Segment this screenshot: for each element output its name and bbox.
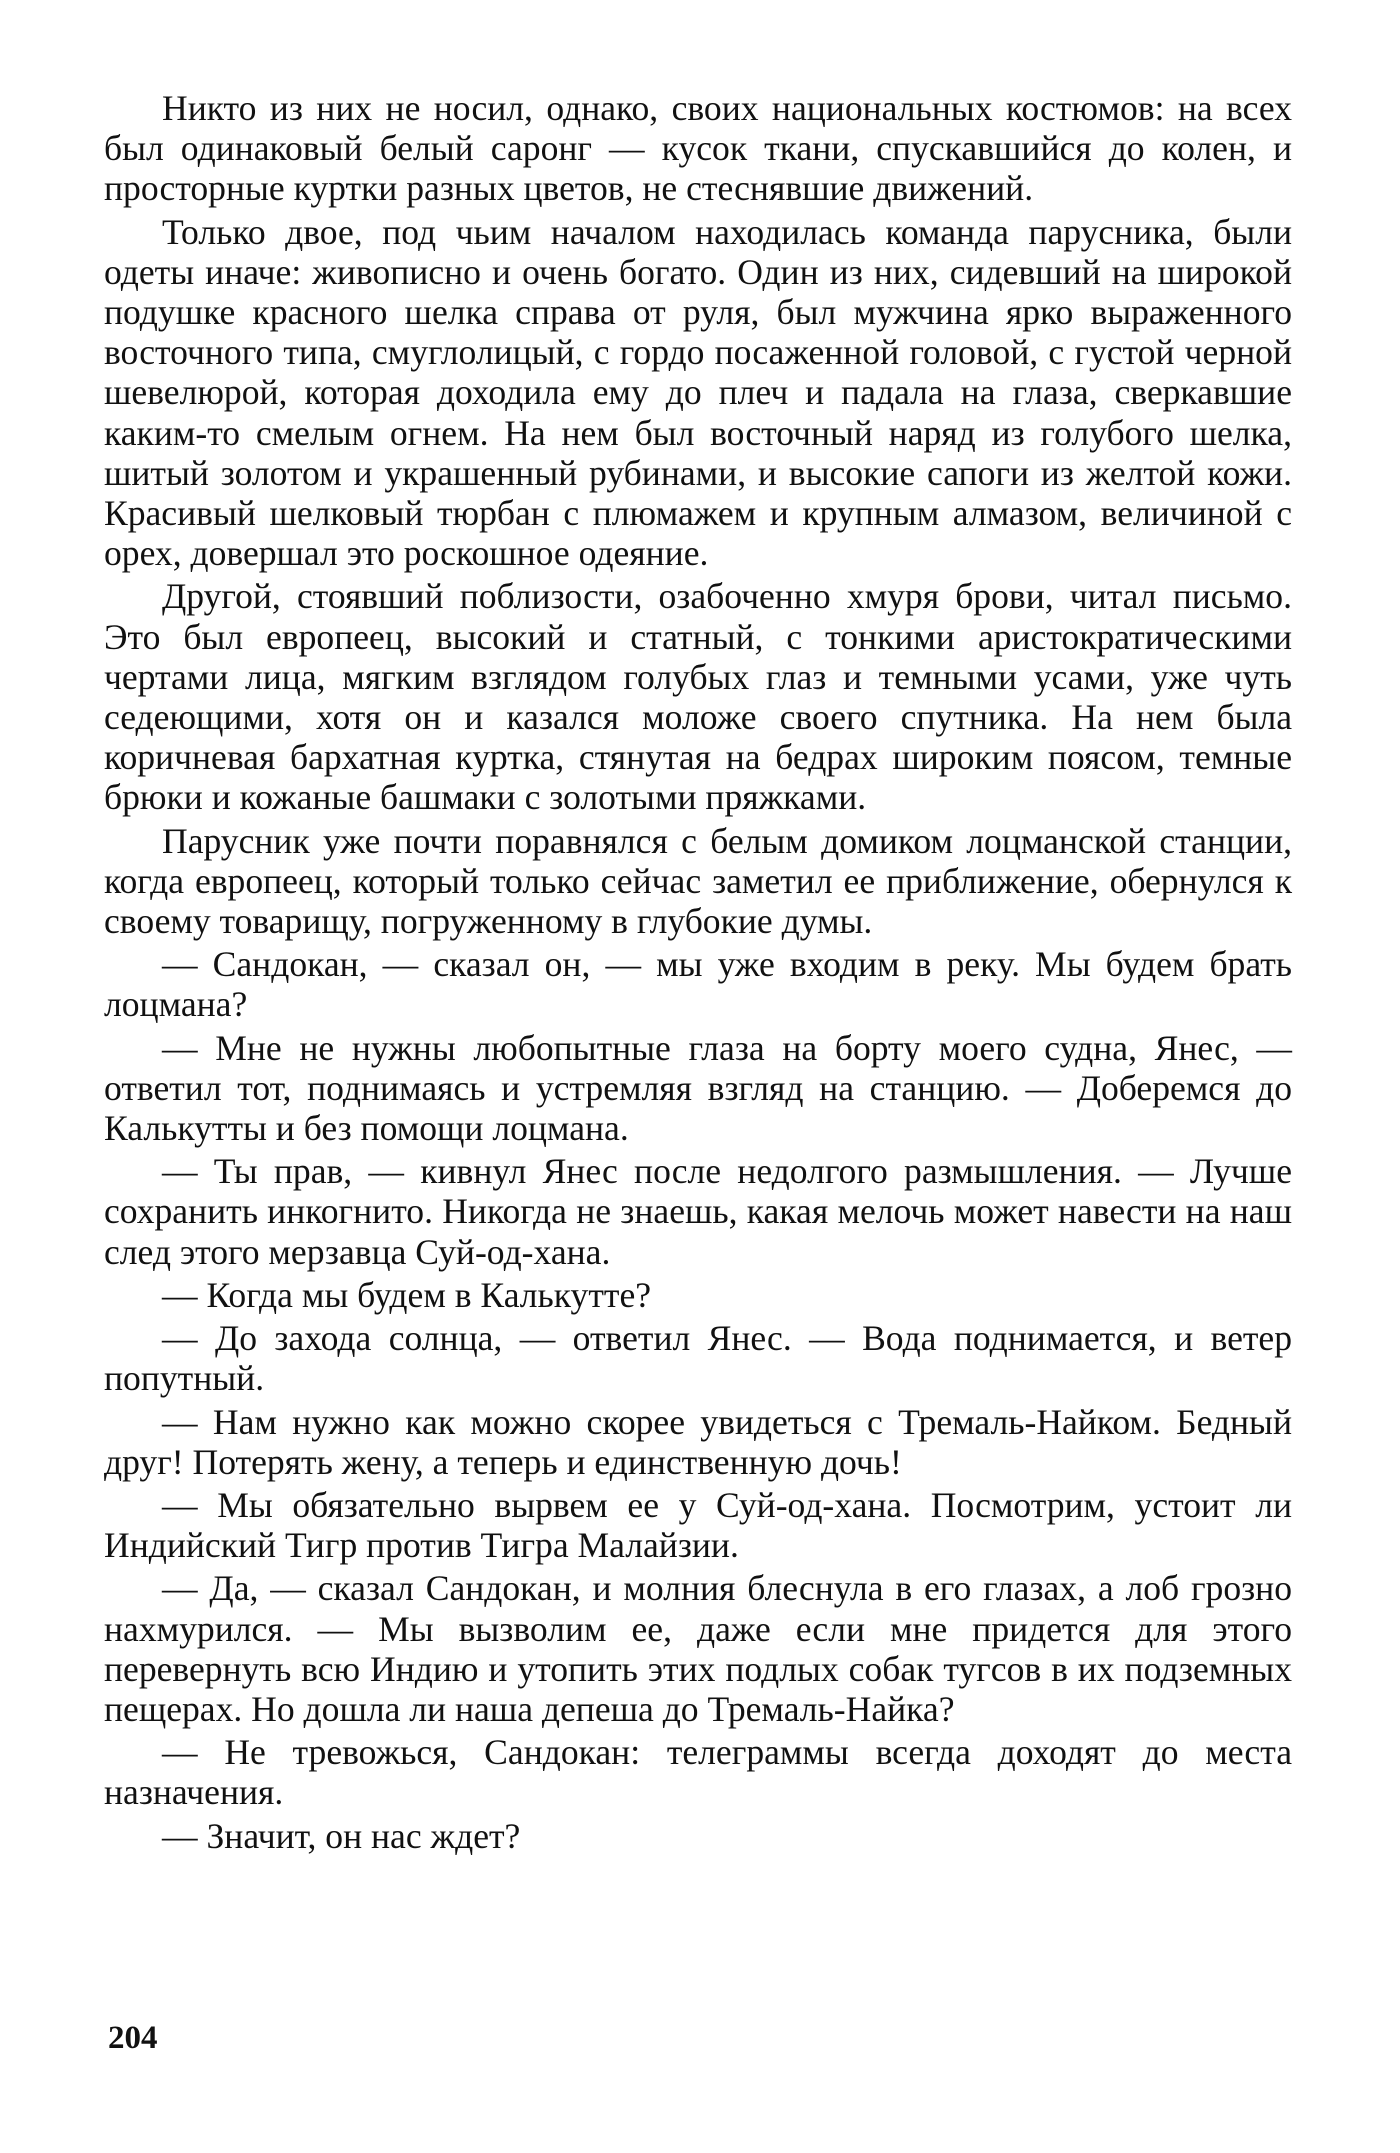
body-text (104, 88, 1292, 1859)
paragraph: Парусник уже почти поравнялся с белым домиком лоцманской станции, когда европеец, который только сейчас заметил ее приближение, обернулся к своему товарищу, погруженному в глубокие думы. (104, 820, 1292, 942)
dialogue-line: — До захода солнца, — ответил Янес. — Вода поднимается, и ветер попутный. (104, 1318, 1292, 1399)
page-number: 204 (108, 2020, 158, 2056)
dialogue-line: — Мне не нужны любопытные глаза на борту моего судна, Янес, — ответил тот, поднимаясь и устремляя взгляд на станцию. — Доберемся до Калькутты и без помощи лоцмана. (104, 1027, 1292, 1149)
dialogue-line: — Нам нужно как можно скорее увидеться с Тремаль-Найком. Бедный друг! Потерять жену, а теперь и единственную дочь! (104, 1401, 1292, 1482)
dialogue-line: — Мы обязательно вырвем ее у Суй-од-хана. Посмотрим, устоит ли Индийский Тигр против Тигра Малайзии. (104, 1484, 1292, 1566)
dialogue-line: — Не тревожься, Сандокан: телеграммы всегда доходят до места назначения. (104, 1732, 1292, 1813)
dialogue-line: — Да, — сказал Сандокан, и молния блеснула в его глазах, а лоб грозно нахмурился. — Мы вызволим ее, даже если мне придется для этого перевернуть всю Индию и утопить этих подлых собак тугсов в их подземных пещерах. Но дошла ли наша депеша до Тремаль-Найка? (104, 1568, 1292, 1729)
dialogue-line: — Ты прав, — кивнул Янес после недолгого размышления. — Лучше сохранить инкогнито. Никогда не знаешь, какая мелочь может навести на наш след этого мерзавца Суй-од-хана. (104, 1151, 1292, 1272)
dialogue-line: — Значит, он нас ждет? (162, 1815, 521, 1856)
paragraph: Никто из них не носил, однако, своих национальных костюмов: на всех был одинаковый белый саронг — кусок ткани, спускавшийся до колен, и просторные куртки разных цветов, не стеснявшие движений. (104, 88, 1292, 209)
paragraph: Только двое, под чьим началом находилась команда парусника, были одеты иначе: живописно и очень богато. Один из них, сидевший на широкой подушке красного шелка справа от руля, был мужчина ярко выраженного восточного типа, смуглолицый, с гордо посаженной головой, с густой черной шевелюрой, которая доходила ему до плеч и падала на глаза, сверкавшие каким-то смелым огнем. На нем был восточный наряд из голубого шелка, шитый золотом и украшенный рубинами, и высокие сапоги из желтой кожи. Красивый шелковый тюрбан с плюмажем и крупным алмазом, величиной с орех, довершал это роскошное одеяние. (104, 211, 1292, 574)
dialogue-line: — Когда мы будем в Калькутте? (162, 1274, 652, 1315)
paragraph: Другой, стоявший поблизости, озабоченно хмуря брови, читал письмо. Это был европеец, высокий и статный, с тонкими аристократическими чертами лица, мягким взглядом голубых глаз и темными усами, уже чуть седеющими, хотя он и казался моложе своего спутника. На нем была коричневая бархатная куртка, стянутая на бедрах широким поясом, темные брюки и кожаные башмаки с золотыми пряжками. (104, 576, 1292, 818)
dialogue-line: — Сандокан, — сказал он, — мы уже входим в реку. Мы будем брать лоцмана? (104, 944, 1292, 1025)
